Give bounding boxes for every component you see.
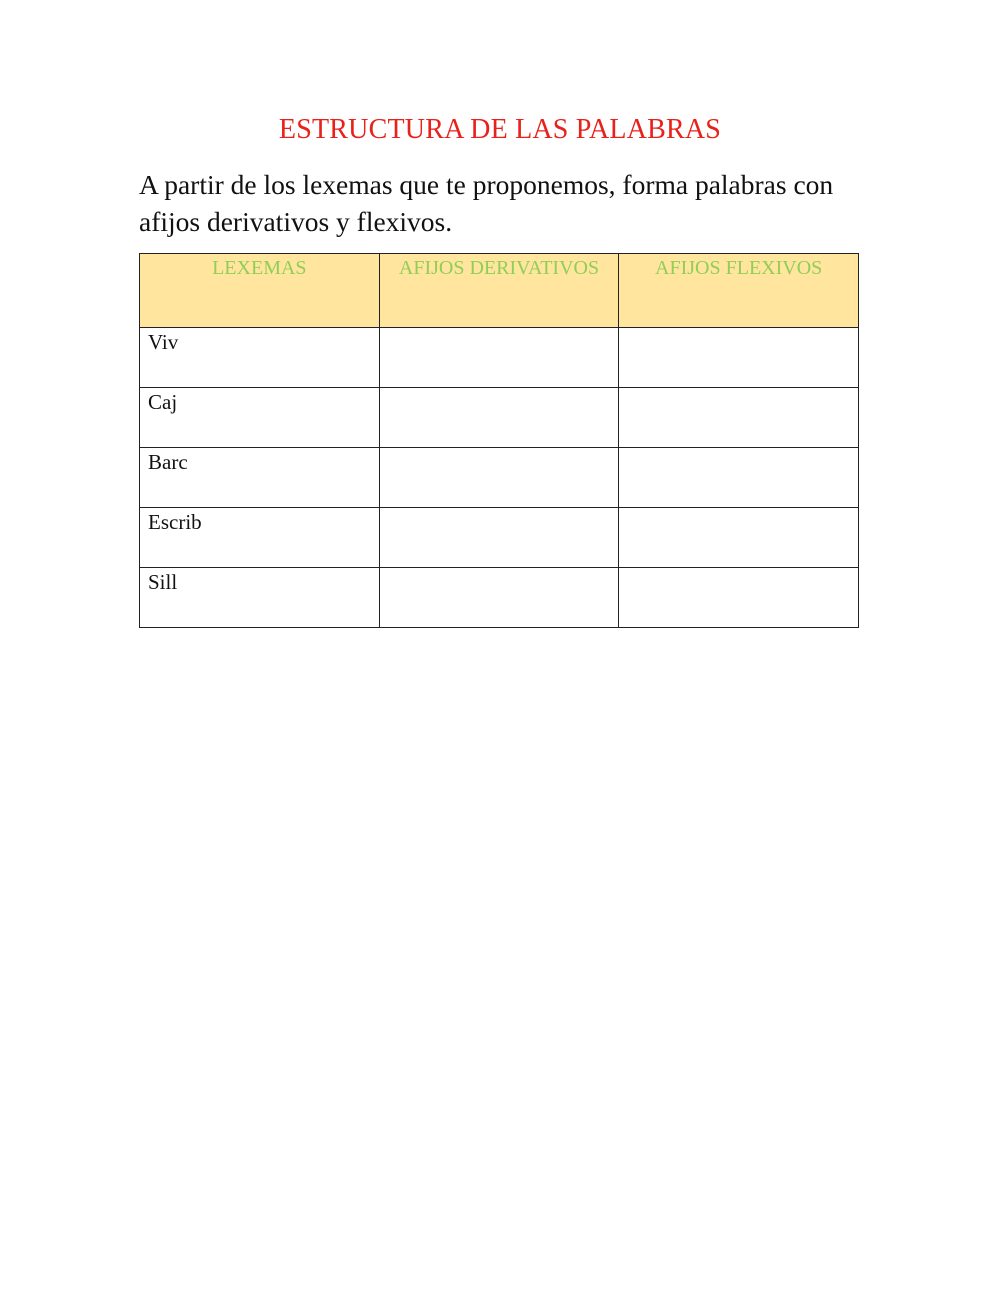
header-afijos-flexivos: AFIJOS FLEXIVOS: [619, 254, 859, 328]
lexeme-cell: Escrib: [140, 508, 380, 568]
lexeme-cell: Barc: [140, 448, 380, 508]
table-row: [140, 508, 859, 568]
lexeme-cell: Viv: [140, 328, 380, 388]
inflectional-affix-cell[interactable]: [619, 328, 859, 388]
derivative-affix-cell[interactable]: [379, 328, 619, 388]
table-row: [140, 388, 859, 448]
lexeme-cell: Caj: [140, 388, 380, 448]
page-title: ESTRUCTURA DE LAS PALABRAS: [278, 114, 722, 145]
lexeme-cell: Sill: [140, 568, 380, 628]
header-lexemas: LEXEMAS: [140, 254, 380, 328]
header-afijos-derivativos: AFIJOS DERIVATIVOS: [379, 254, 619, 328]
derivative-affix-cell[interactable]: [379, 508, 619, 568]
table-row: [140, 568, 859, 628]
inflectional-affix-cell[interactable]: [619, 448, 859, 508]
instructions-text: A partir de los lexemas que te proponemos, forma palabras con afijos derivativos y flexivos.: [139, 169, 834, 237]
inflectional-affix-cell[interactable]: [619, 508, 859, 568]
table-row: [140, 448, 859, 508]
table-header-row: [140, 254, 859, 328]
lexeme-table: [139, 253, 859, 628]
table-row: [140, 328, 859, 388]
derivative-affix-cell[interactable]: [379, 448, 619, 508]
derivative-affix-cell[interactable]: [379, 568, 619, 628]
derivative-affix-cell[interactable]: [379, 388, 619, 448]
inflectional-affix-cell[interactable]: [619, 568, 859, 628]
inflectional-affix-cell[interactable]: [619, 388, 859, 448]
